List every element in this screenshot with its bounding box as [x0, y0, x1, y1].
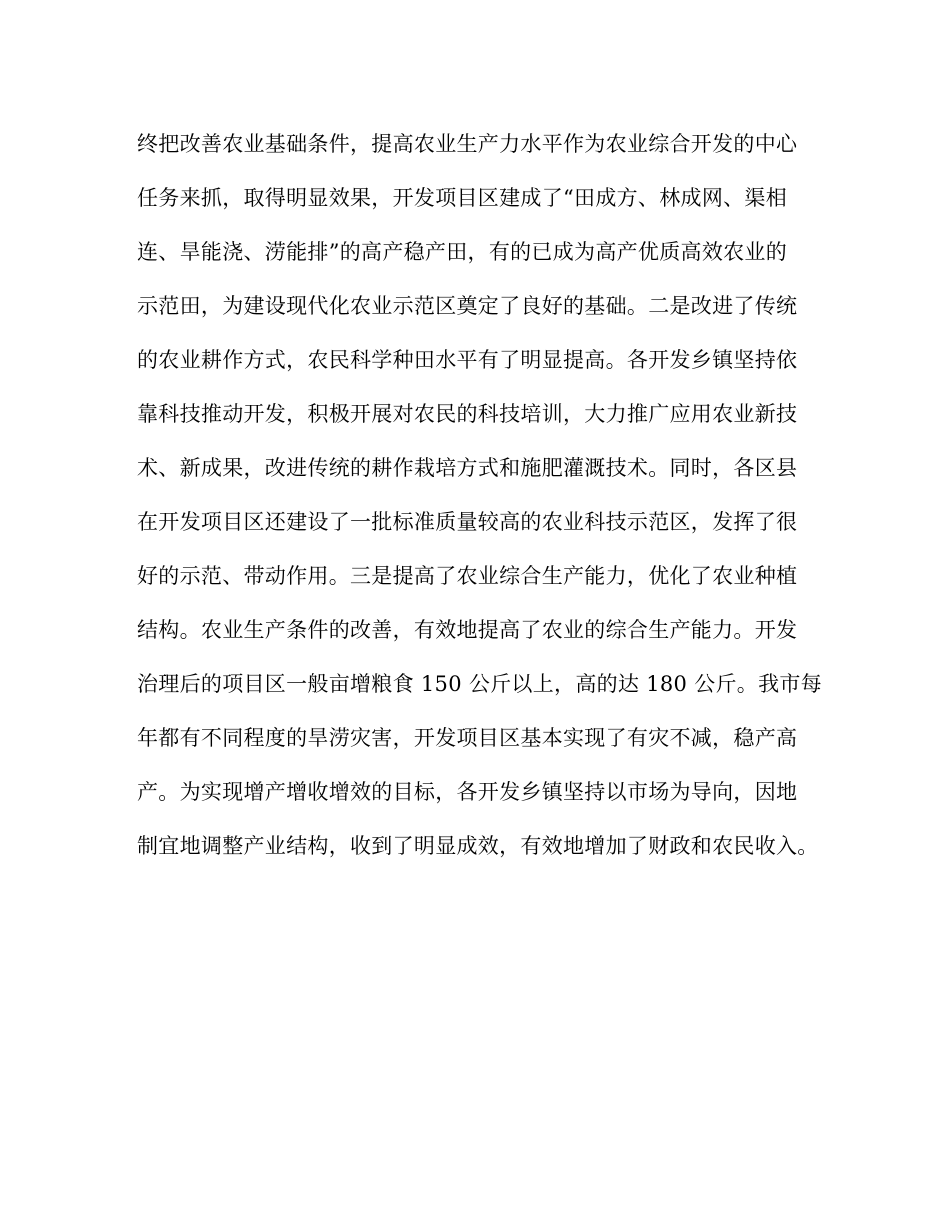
text-line: 术、新成果，改进传统的耕作栽培方式和施肥灌溉技术。同时，各区县 — [137, 456, 798, 480]
text-line: 年都有不同程度的旱涝灾害，开发项目区基本实现了有灾不减，稳产高 — [137, 726, 798, 750]
body-text — [137, 126, 837, 882]
text-line: 终把改善农业基础条件，提高农业生产力水平作为农业综合开发的中心 — [137, 132, 798, 156]
text-line: 好的示范、带动作用。三是提高了农业综合生产能力，优化了农业种植 — [137, 564, 798, 588]
text-line: 在开发项目区还建设了一批标准质量较高的农业科技示范区，发挥了很 — [137, 510, 798, 534]
text-line: 的农业耕作方式，农民科学种田水平有了明显提高。各开发乡镇坚持依 — [137, 348, 798, 372]
text-line: 任务来抓，取得明显效果，开发项目区建成了“田成方、林成网、渠相 — [137, 186, 788, 210]
text-line: 示范田，为建设现代化农业示范区奠定了良好的基础。二是改进了传统 — [137, 294, 798, 318]
text-line: 治理后的项目区一般亩增粮食 150 公斤以上，高的达 180 公斤。我市每 — [137, 672, 822, 696]
text-line: 连、旱能浇、涝能排”的高产稳产田，有的已成为高产优质高效农业的 — [137, 240, 788, 264]
text-line: 产。为实现增产增收增效的目标，各开发乡镇坚持以市场为导向，因地 — [137, 780, 798, 804]
text-line: 结构。农业生产条件的改善，有效地提高了农业的综合生产能力。开发 — [137, 618, 798, 642]
text-line: 靠科技推动开发，积极开展对农民的科技培训，大力推广应用农业新技 — [137, 402, 798, 426]
text-line: 制宜地调整产业结构，收到了明显成效，有效地增加了财政和农民收入。 — [137, 834, 819, 858]
